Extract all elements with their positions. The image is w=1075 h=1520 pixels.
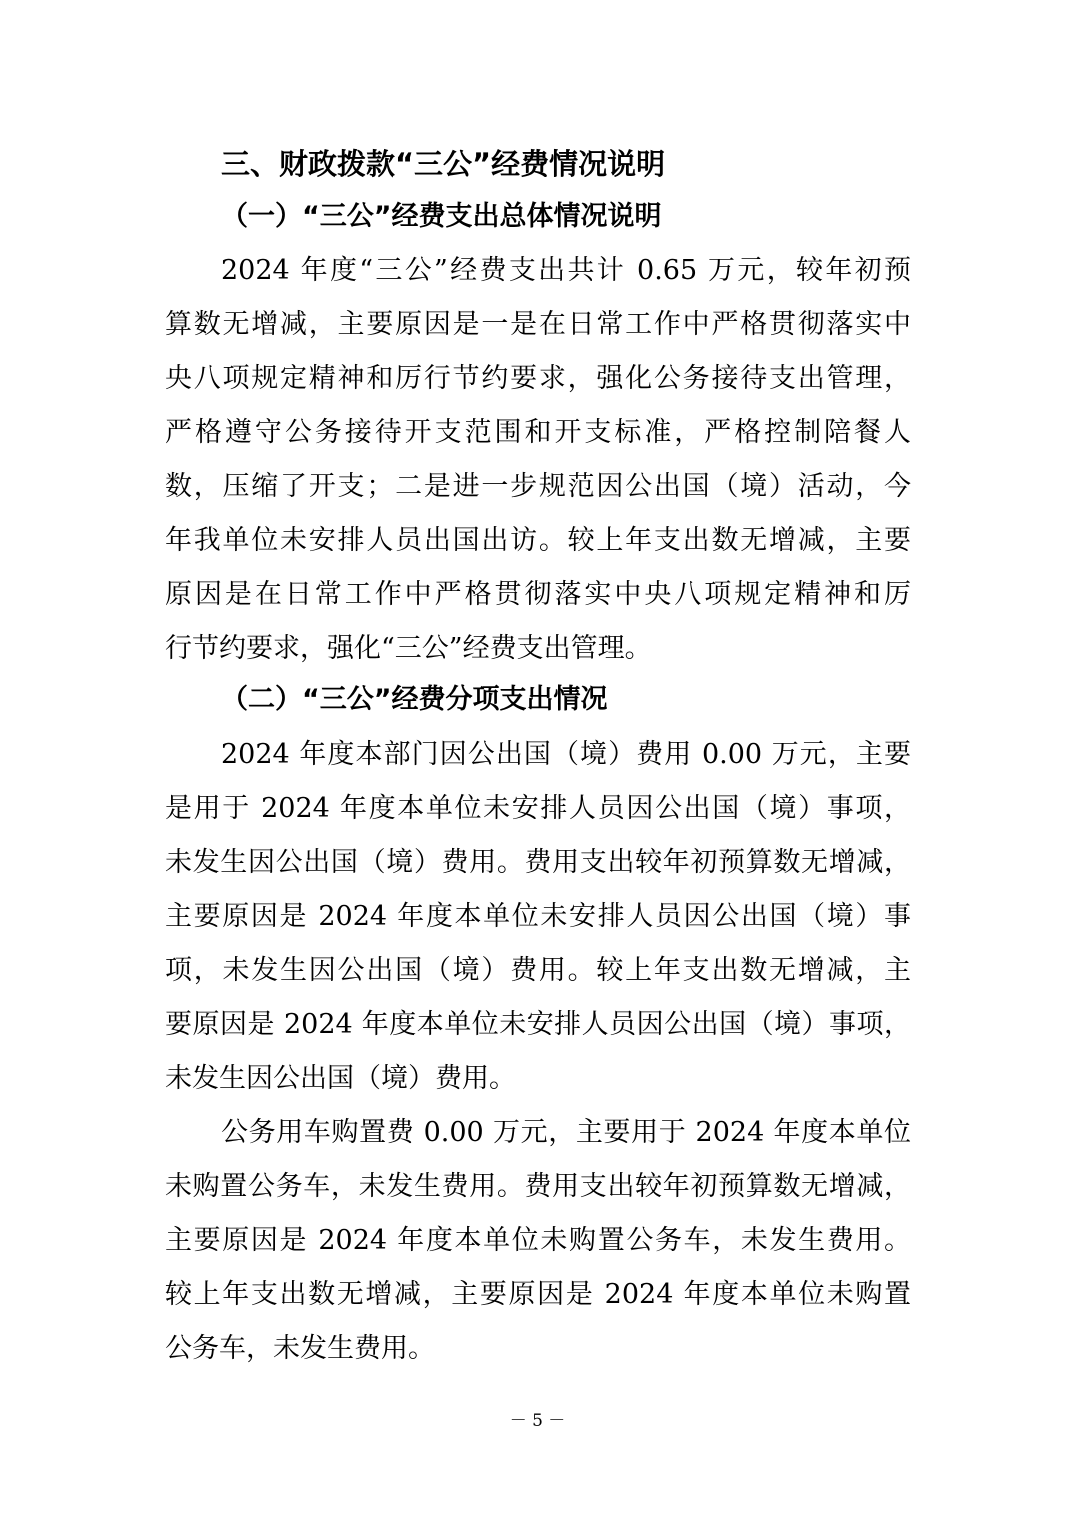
paragraph-line: 主要原因是 2024 年度本单位未安排人员因公出国（境）事 [165, 901, 911, 932]
section-heading: 三、财政拨款“三公”经费情况说明 [221, 147, 666, 181]
paragraph-line: 未发生因公出国（境）费用。费用支出较年初预算数无增减， [165, 847, 911, 878]
paragraph-line: 主要原因是 2024 年度本单位未购置公务车，未发生费用。 [165, 1225, 911, 1256]
paragraph-line: 要原因是 2024 年度本单位未安排人员因公出国（境）事项， [165, 1009, 911, 1040]
subsection-title-1: （一）“三公”经费支出总体情况说明 [221, 201, 662, 232]
paragraph-line: 未发生因公出国（境）费用。 [165, 1063, 516, 1094]
paragraph-line: 央八项规定精神和厉行节约要求，强化公务接待支出管理， [165, 363, 911, 394]
page-number: － 5 － [509, 1411, 566, 1431]
paragraph-line: 2024 年度本部门因公出国（境）费用 0.00 万元，主要 [221, 739, 911, 770]
paragraph-line: 算数无增减，主要原因是一是在日常工作中严格贯彻落实中 [165, 309, 911, 340]
paragraph-line: 2024 年度“三公”经费支出共计 0.65 万元，较年初预 [221, 255, 911, 286]
paragraph-line: 项，未发生因公出国（境）费用。较上年支出数无增减，主 [165, 955, 911, 986]
paragraph-line: 数，压缩了开支；二是进一步规范因公出国（境）活动，今 [165, 471, 911, 502]
paragraph-line: 严格遵守公务接待开支范围和开支标准，严格控制陪餐人 [165, 417, 911, 448]
paragraph-line: 未购置公务车，未发生费用。费用支出较年初预算数无增减， [165, 1171, 911, 1202]
paragraph-line: 较上年支出数无增减，主要原因是 2024 年度本单位未购置 [165, 1279, 911, 1310]
subsection-title-2: （二）“三公”经费分项支出情况 [221, 684, 608, 715]
paragraph-line: 年我单位未安排人员出国出访。较上年支出数无增减，主要 [165, 525, 911, 556]
paragraph-line: 公务用车购置费 0.00 万元，主要用于 2024 年度本单位 [221, 1117, 911, 1148]
paragraph-line: 公务车，未发生费用。 [165, 1333, 435, 1364]
paragraph-line: 是用于 2024 年度本单位未安排人员因公出国（境）事项， [165, 793, 911, 824]
paragraph-line: 原因是在日常工作中严格贯彻落实中央八项规定精神和厉 [165, 579, 911, 610]
paragraph-line: 行节约要求，强化“三公”经费支出管理。 [165, 633, 652, 664]
